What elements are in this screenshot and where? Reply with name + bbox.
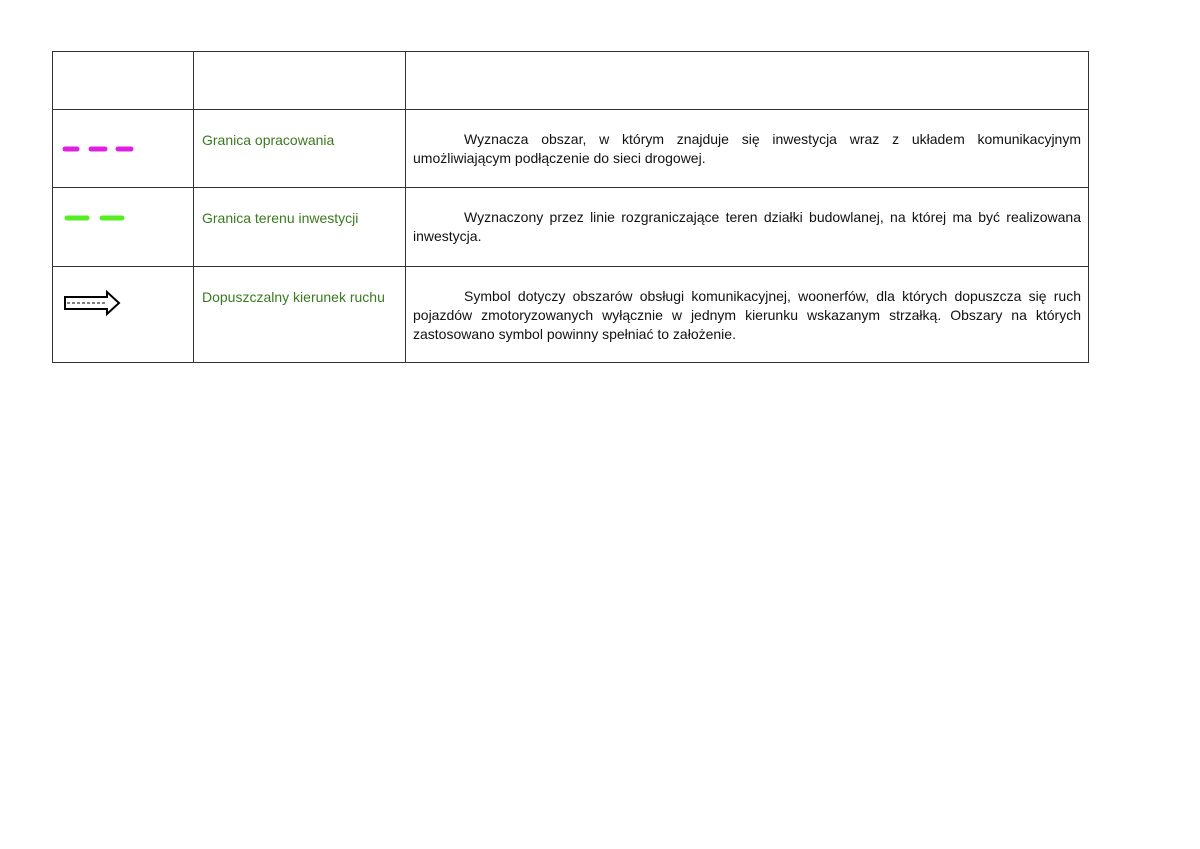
table-row bbox=[53, 267, 1089, 363]
header-cell-description bbox=[406, 52, 1089, 110]
symbol-cell bbox=[53, 110, 194, 188]
legend-item-description: Wyznaczony przez linie rozgraniczające teren działki budowlanej, na której ma być realizowana inwestycja. bbox=[406, 188, 1089, 267]
legend-item-description: Symbol dotyczy obszarów obsługi komunikacyjnej, woonerfów, dla których dopuszcza się ruch pojazdów zmotoryzowanych wyłącznie w jednym kierunku wskazanym strzałką. Obszary na których zastosowano symbol powinny spełniać to założenie. bbox=[406, 267, 1089, 363]
legend-item-name: Granica terenu inwestycji bbox=[194, 188, 406, 267]
header-cell-name bbox=[194, 52, 406, 110]
symbol-cell bbox=[53, 267, 194, 363]
legend-item-name: Dopuszczalny kierunek ruchu bbox=[194, 267, 406, 363]
table-header-row bbox=[53, 52, 1089, 110]
header-cell-symbol bbox=[53, 52, 194, 110]
outlined-arrow-right-icon bbox=[53, 267, 194, 362]
table-row bbox=[53, 110, 1089, 188]
table-row bbox=[53, 188, 1089, 267]
symbol-cell bbox=[53, 188, 194, 267]
green-dashed-line-icon bbox=[53, 188, 194, 266]
magenta-dashed-line-icon bbox=[53, 110, 194, 187]
legend-item-name: Granica opracowania bbox=[194, 110, 406, 188]
legend-item-description: Wyznacza obszar, w którym znajduje się inwestycja wraz z układem komunikacyjnym umożliwiającym podłączenie do sieci drogowej. bbox=[406, 110, 1089, 188]
legend-table bbox=[52, 51, 1089, 363]
